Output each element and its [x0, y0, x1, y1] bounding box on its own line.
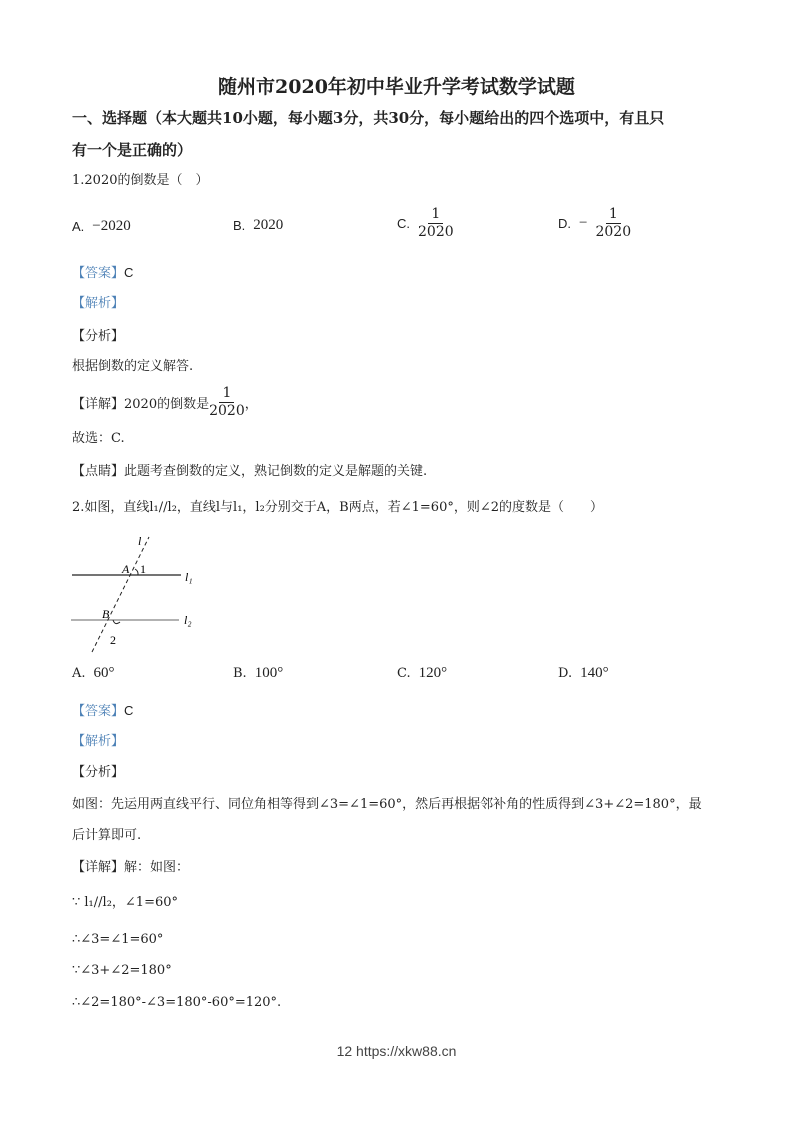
option-value: 140° [580, 665, 609, 681]
denominator: 2020 [595, 224, 632, 240]
q1-option-b [233, 217, 283, 234]
q2-analysis-tag: 【解析】 [72, 734, 125, 749]
angle2-arc [113, 620, 120, 624]
numerator: 1 [428, 206, 443, 224]
page-title: 随州市2020年初中毕业升学考试数学试题 [218, 76, 575, 98]
q2-step: ∴∠3=∠1=60° [72, 932, 164, 947]
q1-analysis-tag: 【解析】 [72, 296, 125, 311]
option-label: C. [397, 666, 411, 681]
option-value: −2020 [92, 218, 131, 234]
answer-tag: 【答案】 [72, 266, 125, 281]
option-label: D. [558, 666, 573, 681]
page-footer: 12 https://xkw88.cn [336, 1043, 457, 1059]
denominator: 2020 [209, 403, 245, 419]
q2-answer [72, 702, 133, 721]
q2-figure [60, 520, 250, 660]
label-a: A [122, 562, 130, 576]
comment-tag: 【点睛】 [72, 464, 125, 479]
denominator: 2020 [418, 224, 454, 240]
q2-fenxi-cont: 后计算即可. [72, 828, 142, 843]
section-heading: 一、选择题（本大题共10小题，每小题3分，共30分，每小题给出的四个选项中，有且只 [72, 109, 665, 127]
option-label: A. [72, 666, 86, 681]
q2-step: ∵∠3+∠2=180° [72, 963, 172, 978]
q1-detail [72, 385, 258, 420]
q1-stem: 1.2020的倒数是（ ） [72, 173, 209, 188]
q1-comment [72, 463, 427, 481]
q1-fenxi: 根据倒数的定义解答. [72, 359, 194, 374]
label-angle-1: 1 [140, 562, 146, 576]
option-value: 100° [254, 665, 284, 681]
label-b: B [102, 607, 110, 621]
angle1-arc [135, 569, 138, 575]
q1-option-c [397, 206, 454, 241]
q2-fenxi-tag: 【分析】 [72, 765, 125, 780]
option-label: B. [233, 666, 247, 681]
label-l1: l₁ [185, 570, 193, 584]
q2-option-a [72, 665, 115, 682]
q2-stem: 2.如图，直线l₁//l₂，直线l与l₁，l₂分别交于A，B两点，若∠1=60°，则∠2的度数是（ ） [72, 500, 604, 515]
q2-step: ∵ l₁//l₂，∠1=60° [72, 895, 178, 910]
q1-answer [72, 264, 133, 283]
q1-option-d [558, 206, 631, 241]
answer-value: C [124, 265, 134, 280]
section-heading-cont: 有一个是正确的） [72, 141, 193, 159]
fraction [209, 385, 245, 420]
fraction [595, 206, 631, 241]
q1-fenxi-tag: 【分析】 [72, 329, 125, 344]
comment-text: 此题考查倒数的定义，熟记倒数的定义是解题的关键. [124, 464, 428, 479]
label-l2: l₂ [184, 613, 192, 627]
detail-tag: 【详解】 [72, 397, 125, 412]
option-label: B. [233, 218, 246, 233]
q1-choose: 故选：C. [72, 431, 125, 446]
q2-option-b [233, 665, 283, 682]
q1-option-a [72, 218, 131, 235]
option-value: 120° [418, 665, 448, 681]
option-value: 2020 [253, 217, 284, 233]
q2-step: ∴∠2=180°-∠3=180°-60°=120°. [72, 995, 282, 1010]
q2-option-c [397, 665, 447, 682]
option-value: 60° [93, 665, 115, 681]
detail-text: 2020的倒数是 [124, 397, 210, 412]
detail-punct: ， [244, 397, 258, 412]
option-label: D. [558, 216, 571, 231]
answer-tag: 【答案】 [72, 704, 125, 719]
label-l: l [138, 534, 142, 548]
q2-detail: 【详解】解：如图： [72, 860, 190, 875]
option-label: C. [397, 216, 410, 231]
numerator: 1 [219, 385, 234, 403]
q2-fenxi: 如图：先运用两直线平行、同位角相等得到∠3=∠1=60°，然后再根据邻补角的性质得到∠3+∠2=180°，最 [72, 797, 702, 812]
minus-sign: − [579, 215, 588, 231]
answer-value: C [124, 703, 134, 718]
line-l [92, 537, 149, 652]
option-label: A. [72, 219, 85, 234]
label-angle-2: 2 [110, 633, 116, 647]
q2-option-d [558, 665, 609, 682]
numerator: 1 [606, 206, 621, 224]
fraction [418, 206, 454, 241]
